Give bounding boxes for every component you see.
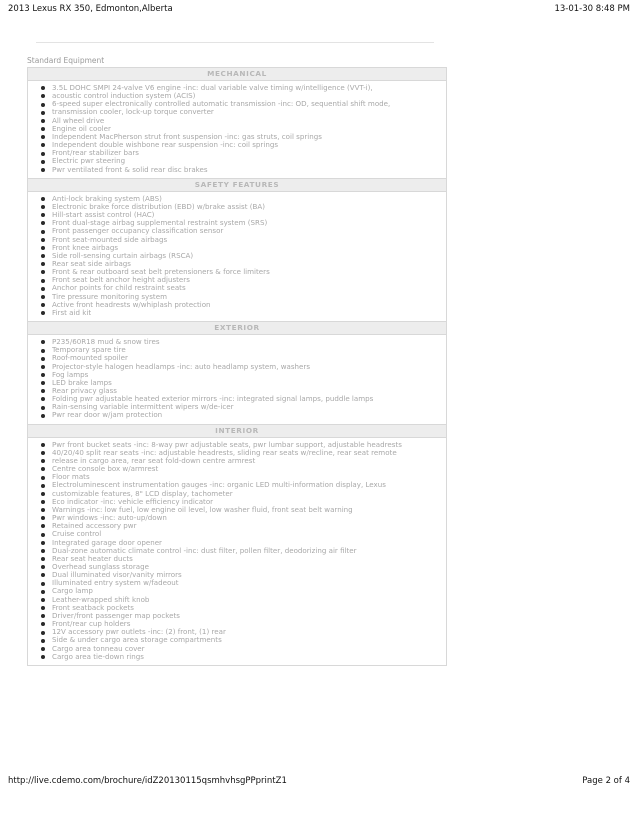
list-item: All wheel drive — [28, 117, 446, 125]
list-item: Independent double wishbone rear suspension -inc: coil springs — [28, 141, 446, 149]
list-item: acoustic control induction system (ACIS) — [28, 92, 446, 100]
list-item: 12V accessory pwr outlets -inc: (2) front, (1) rear — [28, 628, 446, 636]
list-item: 3.5L DOHC SMPI 24-valve V6 engine -inc: dual variable valve timing w/intelligence (VVT-i), — [28, 84, 446, 92]
list-item: Electric pwr steering — [28, 157, 446, 165]
list-item: Engine oil cooler — [28, 125, 446, 133]
list-item: Tire pressure monitoring system — [28, 293, 446, 301]
section-label: Standard Equipment — [27, 56, 105, 65]
list-item: Pwr front bucket seats -inc: 8-way pwr adjustable seats, pwr lumbar support, adjustable headrests — [28, 441, 446, 449]
list-item: Cargo area tie-down rings — [28, 653, 446, 661]
document-title: 2013 Lexus RX 350, Edmonton,Alberta — [8, 4, 173, 14]
list-item: Pwr rear door w/jam protection — [28, 411, 446, 419]
group-heading-safety-features: SAFETY FEATURES — [28, 178, 446, 192]
list-item: Pwr ventilated front & solid rear disc brakes — [28, 166, 446, 174]
list-item: Front seat belt anchor height adjusters — [28, 276, 446, 284]
divider — [36, 42, 434, 43]
list-item: Front seat-mounted side airbags — [28, 236, 446, 244]
list-item: LED brake lamps — [28, 379, 446, 387]
list-item: Rain-sensing variable intermittent wipers w/de-icer — [28, 403, 446, 411]
group-list — [28, 81, 446, 178]
list-item: customizable features, 8" LCD display, tachometer — [28, 490, 446, 498]
group-heading-interior: INTERIOR — [28, 424, 446, 438]
list-item: Centre console box w/armrest — [28, 465, 446, 473]
list-item: Folding pwr adjustable heated exterior mirrors -inc: integrated signal lamps, puddle lamps — [28, 395, 446, 403]
list-item: Cargo area tonneau cover — [28, 645, 446, 653]
list-item: Eco indicator -inc: vehicle efficiency indicator — [28, 498, 446, 506]
list-item: Electronic brake force distribution (EBD) w/brake assist (BA) — [28, 203, 446, 211]
list-item: Fog lamps — [28, 371, 446, 379]
group-list — [28, 335, 446, 424]
list-item: Floor mats — [28, 473, 446, 481]
list-item: Front dual-stage airbag supplemental restraint system (SRS) — [28, 219, 446, 227]
list-item: Rear seat side airbags — [28, 260, 446, 268]
list-item: Illuminated entry system w/fadeout — [28, 579, 446, 587]
list-item: Independent MacPherson strut front suspension -inc: gas struts, coil springs — [28, 133, 446, 141]
list-item: Electroluminescent instrumentation gauges -inc: organic LED multi-information display, Lexus — [28, 481, 446, 489]
list-item: Side roll-sensing curtain airbags (RSCA) — [28, 252, 446, 260]
list-item: Anti-lock braking system (ABS) — [28, 195, 446, 203]
list-item: First aid kit — [28, 309, 446, 317]
list-item: Leather-wrapped shift knob — [28, 596, 446, 604]
list-item: transmission cooler, lock-up torque converter — [28, 108, 446, 116]
list-item: Overhead sunglass storage — [28, 563, 446, 571]
list-item: Retained accessory pwr — [28, 522, 446, 530]
list-item: Front/rear stabilizer bars — [28, 149, 446, 157]
list-item: Active front headrests w/whiplash protection — [28, 301, 446, 309]
source-url: http://live.cdemo.com/brochure/idZ20130115qsmhvhsgPPprintZ1 — [8, 776, 287, 786]
list-item: Cargo lamp — [28, 587, 446, 595]
list-item: release in cargo area, rear seat fold-down centre armrest — [28, 457, 446, 465]
list-item: Front knee airbags — [28, 244, 446, 252]
list-item: 6-speed super electronically controlled automatic transmission -inc: OD, sequential shift mode, — [28, 100, 446, 108]
group-heading-mechanical: MECHANICAL — [28, 68, 446, 81]
list-item: Driver/front passenger map pockets — [28, 612, 446, 620]
list-item: Anchor points for child restraint seats — [28, 284, 446, 292]
equipment-table — [27, 67, 447, 666]
list-item: Front/rear cup holders — [28, 620, 446, 628]
list-item: Integrated garage door opener — [28, 539, 446, 547]
list-item: Temporary spare tire — [28, 346, 446, 354]
page-number: Page 2 of 4 — [582, 776, 630, 786]
list-item: Roof-mounted spoiler — [28, 354, 446, 362]
group-heading-exterior: EXTERIOR — [28, 321, 446, 335]
list-item: Projector-style halogen headlamps -inc: auto headlamp system, washers — [28, 363, 446, 371]
list-item: Front seatback pockets — [28, 604, 446, 612]
group-list — [28, 192, 446, 321]
list-item: Cruise control — [28, 530, 446, 538]
list-item: Pwr windows -inc: auto-up/down — [28, 514, 446, 522]
list-item: Dual-zone automatic climate control -inc: dust filter, pollen filter, deodorizing air filter — [28, 547, 446, 555]
list-item: Dual illuminated visor/vanity mirrors — [28, 571, 446, 579]
list-item: Front passenger occupancy classification sensor — [28, 227, 446, 235]
list-item: Rear privacy glass — [28, 387, 446, 395]
list-item: P235/60R18 mud & snow tires — [28, 338, 446, 346]
list-item: Front & rear outboard seat belt pretensioners & force limiters — [28, 268, 446, 276]
list-item: Hill-start assist control (HAC) — [28, 211, 446, 219]
list-item: Side & under cargo area storage compartments — [28, 636, 446, 644]
list-item: Warnings -inc: low fuel, low engine oil level, low washer fluid, front seat belt warning — [28, 506, 446, 514]
list-item: Rear seat heater ducts — [28, 555, 446, 563]
list-item: 40/20/40 split rear seats -inc: adjustable headrests, sliding rear seats w/recline, rear seat remote — [28, 449, 446, 457]
print-datetime: 13-01-30 8:48 PM — [554, 4, 630, 14]
group-list — [28, 438, 446, 665]
